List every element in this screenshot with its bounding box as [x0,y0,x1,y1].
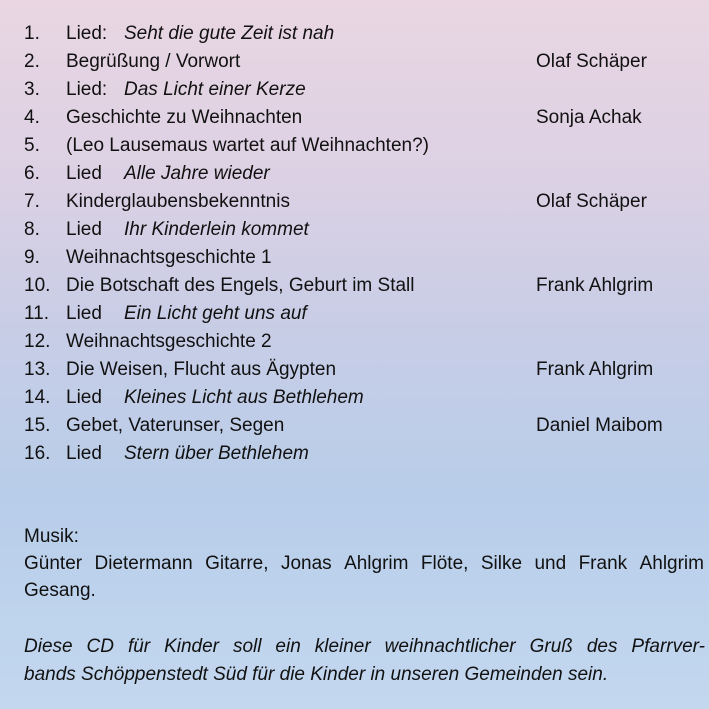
program-item-number: 13. [24,359,51,380]
program-item-number: 15. [24,415,51,436]
program-item-number: 10. [24,275,51,296]
program-item-number: 2. [24,51,40,72]
program-item-title: Kinderglaubensbekenntnis [66,191,290,212]
closing-word: Gruß [529,636,573,657]
closing-word: für [127,636,151,657]
program-item-number: 14. [24,387,51,408]
closing-note-line-2: bands Schöppenstedt Süd für die Kinder in unseren Gemeinden sein. [24,664,609,685]
program-item-title: Das Licht einer Kerze [124,79,306,100]
program-item-type: Lied [66,387,102,408]
program-item [0,104,709,132]
program-item [0,328,709,356]
program-item-presenter: Frank Ahlgrim [536,275,654,296]
music-credits [24,523,704,604]
program-item-number: 12. [24,331,51,352]
program-item [0,272,709,300]
program-item-title: Stern über Bethlehem [124,443,309,464]
music-word: Ahlgrim [639,553,704,574]
program-item-title: Geschichte zu Weihnachten [66,107,303,128]
program-item-type: Lied [66,443,102,464]
program-item [0,244,709,272]
music-word: Ahlgrim [344,553,409,574]
program-item-presenter: Olaf Schäper [536,191,647,212]
program-item-type: Lied: [66,23,108,44]
program-item-title: Weihnachtsgeschichte 1 [66,247,272,268]
program-item-title: Begrüßung / Vorwort [66,51,241,72]
program-item-title: Ein Licht geht uns auf [124,303,307,324]
program-item-type: Lied [66,163,102,184]
program-item-number: 11. [24,303,50,324]
music-word: Frank [578,553,628,574]
program-item-presenter: Frank Ahlgrim [536,359,654,380]
program-item [0,188,709,216]
program-item-title: Seht die gute Zeit ist nah [124,23,335,44]
program-item-title: Gebet, Vaterunser, Segen [66,415,285,436]
program-item-title: Ihr Kinderlein kommet [124,219,309,240]
program-item-number: 8. [24,219,40,240]
program-item [0,300,709,328]
program-item-presenter: Sonja Achak [536,107,642,128]
program-item [0,48,709,76]
music-performers-line [24,550,704,577]
program-item [0,412,709,440]
program-item-title: (Leo Lausemaus wartet auf Weihnachten?) [66,135,429,156]
music-word: und [534,553,567,574]
program-item-number: 5. [24,135,40,156]
program-item-number: 7. [24,191,40,212]
closing-word: soll [232,636,262,657]
music-word: Gitarre, [205,553,269,574]
program-item-title: Die Botschaft des Engels, Geburt im Stall [66,275,415,296]
program-item-title: Weihnachtsgeschichte 2 [66,331,272,352]
program-item-number: 4. [24,107,40,128]
music-word: Dietermann [94,553,193,574]
closing-word: Diese [24,636,73,657]
closing-note [24,633,705,689]
program-item-number: 16. [24,443,51,464]
program-item [0,20,709,48]
program-item-type: Lied: [66,79,108,100]
program-item-type: Lied [66,219,102,240]
program-item [0,384,709,412]
program-item-presenter: Daniel Maibom [536,415,663,436]
program-item [0,356,709,384]
program-item-number: 3. [24,79,40,100]
closing-word: Kinder [164,636,219,657]
program-item [0,440,709,468]
program-item [0,132,709,160]
program-item-type: Lied [66,303,102,324]
closing-word: Pfarrver- [631,636,705,657]
closing-word: ein [275,636,301,657]
music-performers-line-2: Gesang. [24,580,96,601]
program-item-number: 6. [24,163,40,184]
music-word: Flöte, [420,553,469,574]
program-list [0,20,709,468]
program-item-number: 9. [24,247,40,268]
program-item [0,216,709,244]
program-item-presenter: Olaf Schäper [536,51,647,72]
closing-note-line-1 [24,633,705,661]
closing-word: weihnachtlicher [384,636,516,657]
program-item-number: 1. [24,23,40,44]
closing-word: CD [86,636,114,657]
program-item-title: Die Weisen, Flucht aus Ägypten [66,359,337,380]
closing-word: des [586,636,618,657]
program-item [0,160,709,188]
program-item-title: Alle Jahre wieder [124,163,270,184]
music-word: Günter [24,553,83,574]
music-word: Silke [480,553,523,574]
music-heading: Musik: [24,526,79,547]
program-item [0,76,709,104]
program-item-title: Kleines Licht aus Bethlehem [124,387,364,408]
closing-word: kleiner [314,636,371,657]
music-word: Jonas [280,553,332,574]
